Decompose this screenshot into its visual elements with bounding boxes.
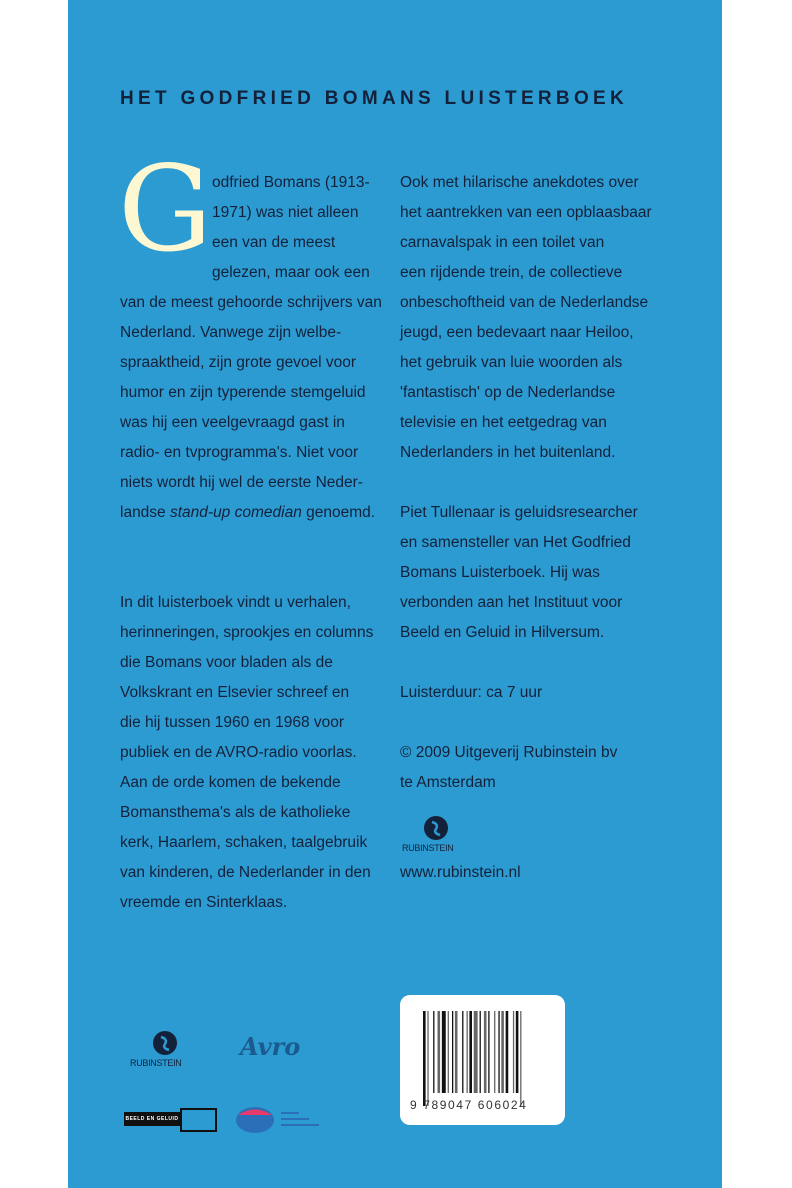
barcode-bar — [494, 1011, 495, 1093]
text-line: radio- en tvprogramma's. Niet voor — [120, 444, 359, 461]
text-line: humor en zijn typerende stemgeluid — [120, 384, 366, 401]
rubinstein-bottom-logo-text: RUBINSTEIN — [130, 1058, 182, 1068]
barcode-bar — [513, 1011, 514, 1093]
text-line: Aan de orde komen de bekende — [120, 774, 341, 791]
text-line: het aantrekken van een opblaasbaar — [400, 204, 652, 221]
barcode-bar — [501, 1011, 504, 1093]
text-line-last — [120, 503, 375, 523]
text-line: een rijdende trein, de collectieve — [400, 264, 623, 281]
text-line: en samensteller van Het Godfried — [400, 534, 631, 551]
beeld-en-geluid-logo: BEELD EN GELUID — [124, 1112, 180, 1126]
text-line: van de meest gehoorde schrijvers van — [120, 294, 382, 311]
text-line: verbonden aan het Instituut voor — [400, 594, 623, 611]
barcode-bar — [506, 1011, 509, 1093]
barcode-bar — [433, 1011, 434, 1093]
text-line: Bomansthema's als de katholieke — [120, 804, 351, 821]
text-line: een van de meest — [212, 234, 336, 251]
text-line: Bomans Luisterboek. Hij was — [400, 564, 600, 581]
barcode-bars — [423, 1011, 547, 1106]
text-line: Volkskrant en Elsevier schreef en — [120, 684, 350, 701]
text-fragment: stand-up comedian — [169, 504, 302, 521]
barcode-bar — [484, 1011, 487, 1093]
beeld-en-geluid-frame — [180, 1108, 217, 1132]
text-line: Nederlanders in het buitenland. — [400, 444, 616, 461]
barcode-bar — [480, 1011, 481, 1093]
text-line: herinneringen, sprookjes en columns — [120, 624, 374, 641]
text-line: carnavalspak in een toilet van — [400, 234, 605, 251]
barcode-bar — [427, 1011, 428, 1106]
duration-text: Luisterduur: ca 7 uur — [400, 684, 543, 701]
text-line: odfried Bomans (1913- — [212, 174, 370, 191]
rubinstein-logo-text: RUBINSTEIN — [402, 843, 454, 853]
barcode-bar — [516, 1011, 519, 1093]
rubinstein-logo-icon — [423, 815, 449, 841]
text-line: 1971) was niet alleen — [212, 204, 359, 221]
barcode-bar — [423, 1011, 426, 1106]
broadcaster-globe-logo-icon — [235, 1106, 335, 1136]
text-line: 'fantastisch' op de Nederlandse — [400, 384, 616, 401]
website-link[interactable]: www.rubinstein.nl — [400, 864, 521, 881]
text-line: die Bomans voor bladen als de — [120, 654, 333, 671]
barcode-bar — [462, 1011, 463, 1093]
text-line: vreemde en Sinterklaas. — [120, 894, 288, 911]
barcode-bar — [469, 1011, 472, 1093]
copyright-text: te Amsterdam — [400, 774, 496, 791]
barcode-bar — [452, 1011, 453, 1093]
rubinstein-logo-icon — [152, 1030, 178, 1056]
book-title: HET GODFRIED BOMANS LUISTERBOEK — [120, 88, 629, 109]
drop-cap: G — [118, 140, 213, 278]
text-line: In dit luisterboek vindt u verhalen, — [120, 594, 351, 611]
text-line: niets wordt hij wel de eerste Neder- — [120, 474, 363, 491]
text-line: televisie en het eetgedrag van — [400, 414, 607, 431]
text-line: Ook met hilarische anekdotes over — [400, 174, 639, 191]
text-line: publiek en de AVRO-radio voorlas. — [120, 744, 357, 761]
text-line: onbeschoftheid van de Nederlandse — [400, 294, 649, 311]
text-line: die hij tussen 1960 en 1968 voor — [120, 714, 345, 731]
avro-logo: Avro — [240, 1032, 301, 1061]
text-line: van kinderen, de Nederlander in den — [120, 864, 371, 881]
text-line: jeugd, een bedevaart naar Heiloo, — [400, 324, 634, 341]
text-line: kerk, Haarlem, schaken, taalgebruik — [120, 834, 368, 851]
barcode-bar — [474, 1011, 478, 1093]
text-line: Nederland. Vanwege zijn welbe- — [120, 324, 342, 341]
text-line: het gebruik van luie woorden als — [400, 354, 623, 371]
text-line: gelezen, maar ook een — [212, 264, 370, 281]
barcode-bar — [455, 1011, 458, 1093]
barcode-bar — [467, 1011, 468, 1093]
text-line: Beeld en Geluid in Hilversum. — [400, 624, 605, 641]
isbn-digits: 9 789047 606024 — [410, 1098, 528, 1112]
text-line: Piet Tullenaar is geluidsresearcher — [400, 504, 638, 521]
barcode-bar — [520, 1011, 521, 1106]
barcode-bar — [442, 1011, 446, 1093]
barcode-bar — [498, 1011, 499, 1093]
text-fragment: landse — [120, 504, 170, 521]
text-line: was hij een veelgevraagd gast in — [120, 414, 345, 431]
text-line: spraaktheid, zijn grote gevoel voor — [120, 354, 357, 371]
barcode-bar — [448, 1011, 449, 1093]
copyright-text: © 2009 Uitgeverij Rubinstein bv — [400, 744, 618, 761]
barcode-bar — [438, 1011, 441, 1093]
barcode-bar — [488, 1011, 489, 1093]
text-fragment: genoemd. — [301, 504, 376, 521]
